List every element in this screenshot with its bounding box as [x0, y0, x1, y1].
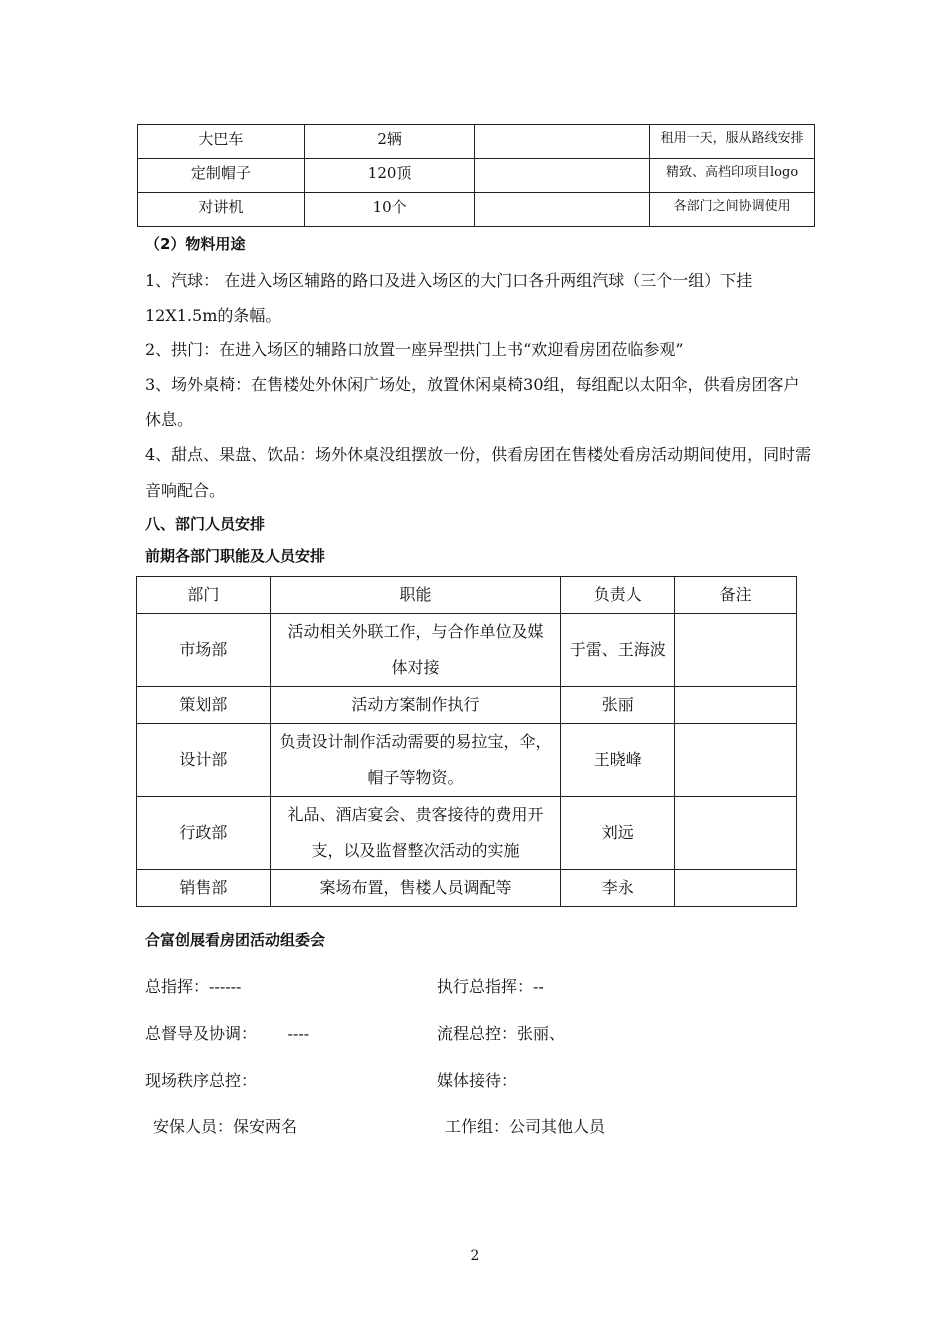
- item-cell: 对讲机: [138, 193, 305, 227]
- media-line: 媒体接待：: [437, 1071, 518, 1090]
- func-cell: [270, 870, 561, 907]
- func-line: 活动相关外联工作，与合作单位及媒: [287, 622, 544, 641]
- commander-line: 总指挥：------: [145, 977, 242, 996]
- func-line: 支，以及监督整次活动的实施: [311, 841, 520, 860]
- item-cell: 大巴车: [138, 125, 305, 159]
- func-line: 案场布置，售楼人员调配等: [319, 878, 512, 897]
- func-line: 礼品、酒店宴会、贵客接待的费用开: [287, 805, 544, 824]
- usage-paragraph-3: 3、场外桌椅：在售楼处外休闲广场处，放置休闲桌椅30组，每组配以太阳伞，供看房团客户: [145, 375, 800, 394]
- usage-heading: （2）物料用途: [145, 235, 246, 253]
- person-cell: 于雷、王海波: [561, 614, 675, 687]
- dept-cell: 市场部: [137, 614, 271, 687]
- note-cell: [675, 870, 797, 907]
- table-row: [138, 193, 815, 227]
- page-number: 2: [470, 1248, 480, 1264]
- section-subheading: 前期各部门职能及人员安排: [145, 547, 326, 565]
- note-cell: [675, 797, 797, 870]
- table-row: [138, 125, 815, 159]
- work-group-line: 工作组：公司其他人员: [445, 1117, 606, 1136]
- site-order-line: 现场秩序总控：: [145, 1071, 258, 1090]
- usage-paragraph-2: 2、拱门：在进入场区的辅路口放置一座异型拱门上书“欢迎看房团莅临参观”: [145, 340, 684, 359]
- table-row: [137, 687, 797, 724]
- header-note: 备注: [675, 577, 797, 614]
- dept-cell: 策划部: [137, 687, 271, 724]
- section-heading: 八、部门人员安排: [145, 515, 266, 533]
- dept-cell: 行政部: [137, 797, 271, 870]
- header-dept: 部门: [137, 577, 271, 614]
- func-cell: [270, 614, 561, 687]
- person-cell: 刘远: [561, 797, 675, 870]
- table-row: [137, 797, 797, 870]
- note-cell: 各部门之间协调使用: [650, 193, 815, 227]
- security-line: 安保人员：保安两名: [153, 1117, 298, 1136]
- table-header-row: [137, 577, 797, 614]
- committee-title: 合富创展看房团活动组委会: [145, 931, 326, 949]
- table-row: [137, 724, 797, 797]
- func-cell: [270, 797, 561, 870]
- table-row: [138, 159, 815, 193]
- materials-table: [137, 124, 815, 227]
- func-line: 负责设计制作活动需要的易拉宝，伞，: [279, 732, 552, 751]
- usage-paragraph-4: 4、甜点、果盘、饮品：场外休桌没组摆放一份，供看房团在售楼处看房活动期间使用，同时需: [145, 445, 812, 464]
- table-row: [137, 870, 797, 907]
- usage-paragraph-1: 1、汽球： 在进入场区辅路的路口及进入场区的大门口各升两组汽球（三个一组）下挂: [145, 271, 753, 290]
- supervisor-line: 总督导及协调： ----: [145, 1024, 310, 1043]
- note-cell: [675, 687, 797, 724]
- dept-cell: 设计部: [137, 724, 271, 797]
- exec-commander-line: 执行总指挥：--: [437, 977, 544, 996]
- person-cell: 李永: [561, 870, 675, 907]
- table-row: [137, 614, 797, 687]
- qty-cell: 120顶: [304, 159, 475, 193]
- blank-cell: [475, 159, 650, 193]
- header-func: 职能: [270, 577, 561, 614]
- func-line: 体对接: [391, 658, 440, 677]
- qty-cell: 10个: [304, 193, 475, 227]
- func-line: 帽子等物资。: [367, 768, 464, 787]
- department-table: [136, 576, 797, 907]
- person-cell: 王晓峰: [561, 724, 675, 797]
- process-control-line: 流程总控：张丽、: [437, 1024, 566, 1043]
- func-cell: [270, 724, 561, 797]
- qty-cell: 2辆: [304, 125, 475, 159]
- func-line: 活动方案制作执行: [351, 695, 480, 714]
- note-cell: 精致、高档印项目logo: [650, 159, 815, 193]
- dept-cell: 销售部: [137, 870, 271, 907]
- person-cell: 张丽: [561, 687, 675, 724]
- header-person: 负责人: [561, 577, 675, 614]
- blank-cell: [475, 193, 650, 227]
- item-cell: 定制帽子: [138, 159, 305, 193]
- blank-cell: [475, 125, 650, 159]
- usage-paragraph-4-cont: 音响配合。: [145, 481, 226, 500]
- usage-paragraph-1-cont: 12X1.5m的条幅。: [145, 306, 282, 325]
- usage-paragraph-3-cont: 休息。: [145, 410, 194, 429]
- note-cell: [675, 614, 797, 687]
- func-cell: [270, 687, 561, 724]
- note-cell: [675, 724, 797, 797]
- note-cell: 租用一天，服从路线安排: [650, 125, 815, 159]
